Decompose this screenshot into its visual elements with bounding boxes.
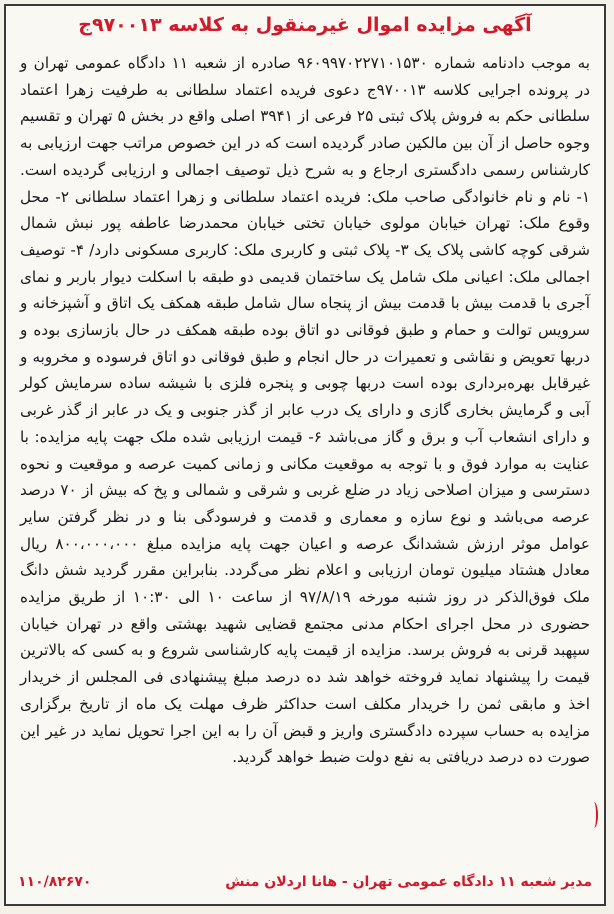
notice-footer: [18, 874, 592, 896]
notice-code: ۱۱۰/۸۲۶۷۰: [18, 874, 92, 890]
signature: مدیر شعبه ۱۱ دادگاه عمومی تهران - هانا اردلان منش: [225, 874, 592, 890]
notice-title: آگهی مزایده اموال غیرمنقول به کلاسه ۹۷۰۰۱۳ج: [78, 14, 532, 36]
notice-paragraph: به موجب دادنامه شماره ۹۶۰۹۹۷۰۲۲۷۱۰۱۵۳۰ صادره از شعبه ۱۱ دادگاه عمومی تهران و در پرونده اجرایی کلاسه ۹۷۰۰۱۳ج دعوی فریده اعتماد سلطانی به طرفیت زهرا اعتماد سلطانی حکم به فروش پلاک ثبتی ۲۵ فرعی از ۳۹۴۱ اصلی واقع در بخش ۵ تهران و تقسیم وجوه حاصل از آن بین مالکین صادر گردیده است که در این خصوص مراتب جهت ارزیابی به کارشناس رسمی دادگستری ارجاع و به شرح ذیل توصیف اجمالی و ارزیابی گردیده است. ۱- نام و نام خانوادگی صاحب ملک: فریده اعتماد سلطانی و زهرا اعتماد سلطانی ۲- محل وقوع ملک: تهران خیابان مولوی خیابان تختی خیابان محمدرضا عاطفه پور نبش شمال شرقی کوچه کاشی پلاک یک ۳- پلاک ثبتی و کاربری ملک: کاربری مسکونی دارد/ ۴- توصیف اجمالی ملک: اعیانی ملک شامل یک ساختمان قدیمی دو طبقه با اسکلت دیوار باربر و نمای آجری با قدمت بیش با قدمت بیش از پنجاه سال شامل طبقه همکف یک اتاق و آشپزخانه و سرویس توالت و حمام و طبق فوقانی دو اتاق بوده طبقه همکف در حال بازسازی بوده و دربها تعویض و نقاشی و تعمیرات در حال انجام و طبق فوقانی دو اتاق فرسوده و مخروبه و غیرقابل بهره‌برداری بوده است دربها چوبی و پنجره فلزی با شیشه ساده سرمایش کولر آبی و گرمایش بخاری گازی و دارای یک درب عابر از گذر جنوبی و یک در عابر از گذر غربی و دارای انشعاب آب و برق و گاز می‌باشد ۶- قیمت ارزیابی شده ملک جهت پایه مزایده: با عنایت به موارد فوق و با توجه به موقعیت مکانی و زمانی کمیت عرصه و موقعیت و نحوه دسترسی و میزان اصلاحی زیاد در ضلع غربی و شرقی و شمالی و پخ که بیش از ۷۰ درصد عرصه می‌باشد و نوع سازه و معماری و قدمت و فرسودگی بنا و در نظر گرفتن سایر عوامل موثر ارزش ششدانگ عرصه و اعیان جهت پایه مزایده مبلغ ۸۰۰،۰۰۰،۰۰۰ ریال معادل هشتاد میلیون تومان ارزیابی و اعلام نظر می‌گردد. بنابراین مقرر گردید شش دانگ ملک فوق‌الذکر در روز شنبه مورخه ۹۷/۸/۱۹ از ساعت ۱۰ الی ۱۰:۳۰ از طریق مزایده حضوری در محل اجرای احکام مدنی مجتمع قضایی شهید بهشتی واقع در تهران خیابان سپهبد قرنی به فروش برسد. مزایده از قیمت پایه کارشناسی شروع و به کسی که بالاترین قیمت را پیشنهاد نماید فروخته خواهد شد ده درصد مبلغ پیشنهادی فی المجلس از خریدار اخذ و مابقی ثمن را خریدار مکلف است حداکثر ظرف مهلت یک ماه از تاریخ برگزاری مزایده به حساب سپرده دادگستری واریز و قبض آن را به این اجرا تحویل نماید در غیر این صورت ده درصد دریافتی به نفع دولت ضبط خواهد گردید.: [20, 54, 591, 767]
notice-body: [20, 50, 590, 771]
red-pen-mark: [590, 802, 598, 828]
auction-notice: [4, 4, 606, 906]
